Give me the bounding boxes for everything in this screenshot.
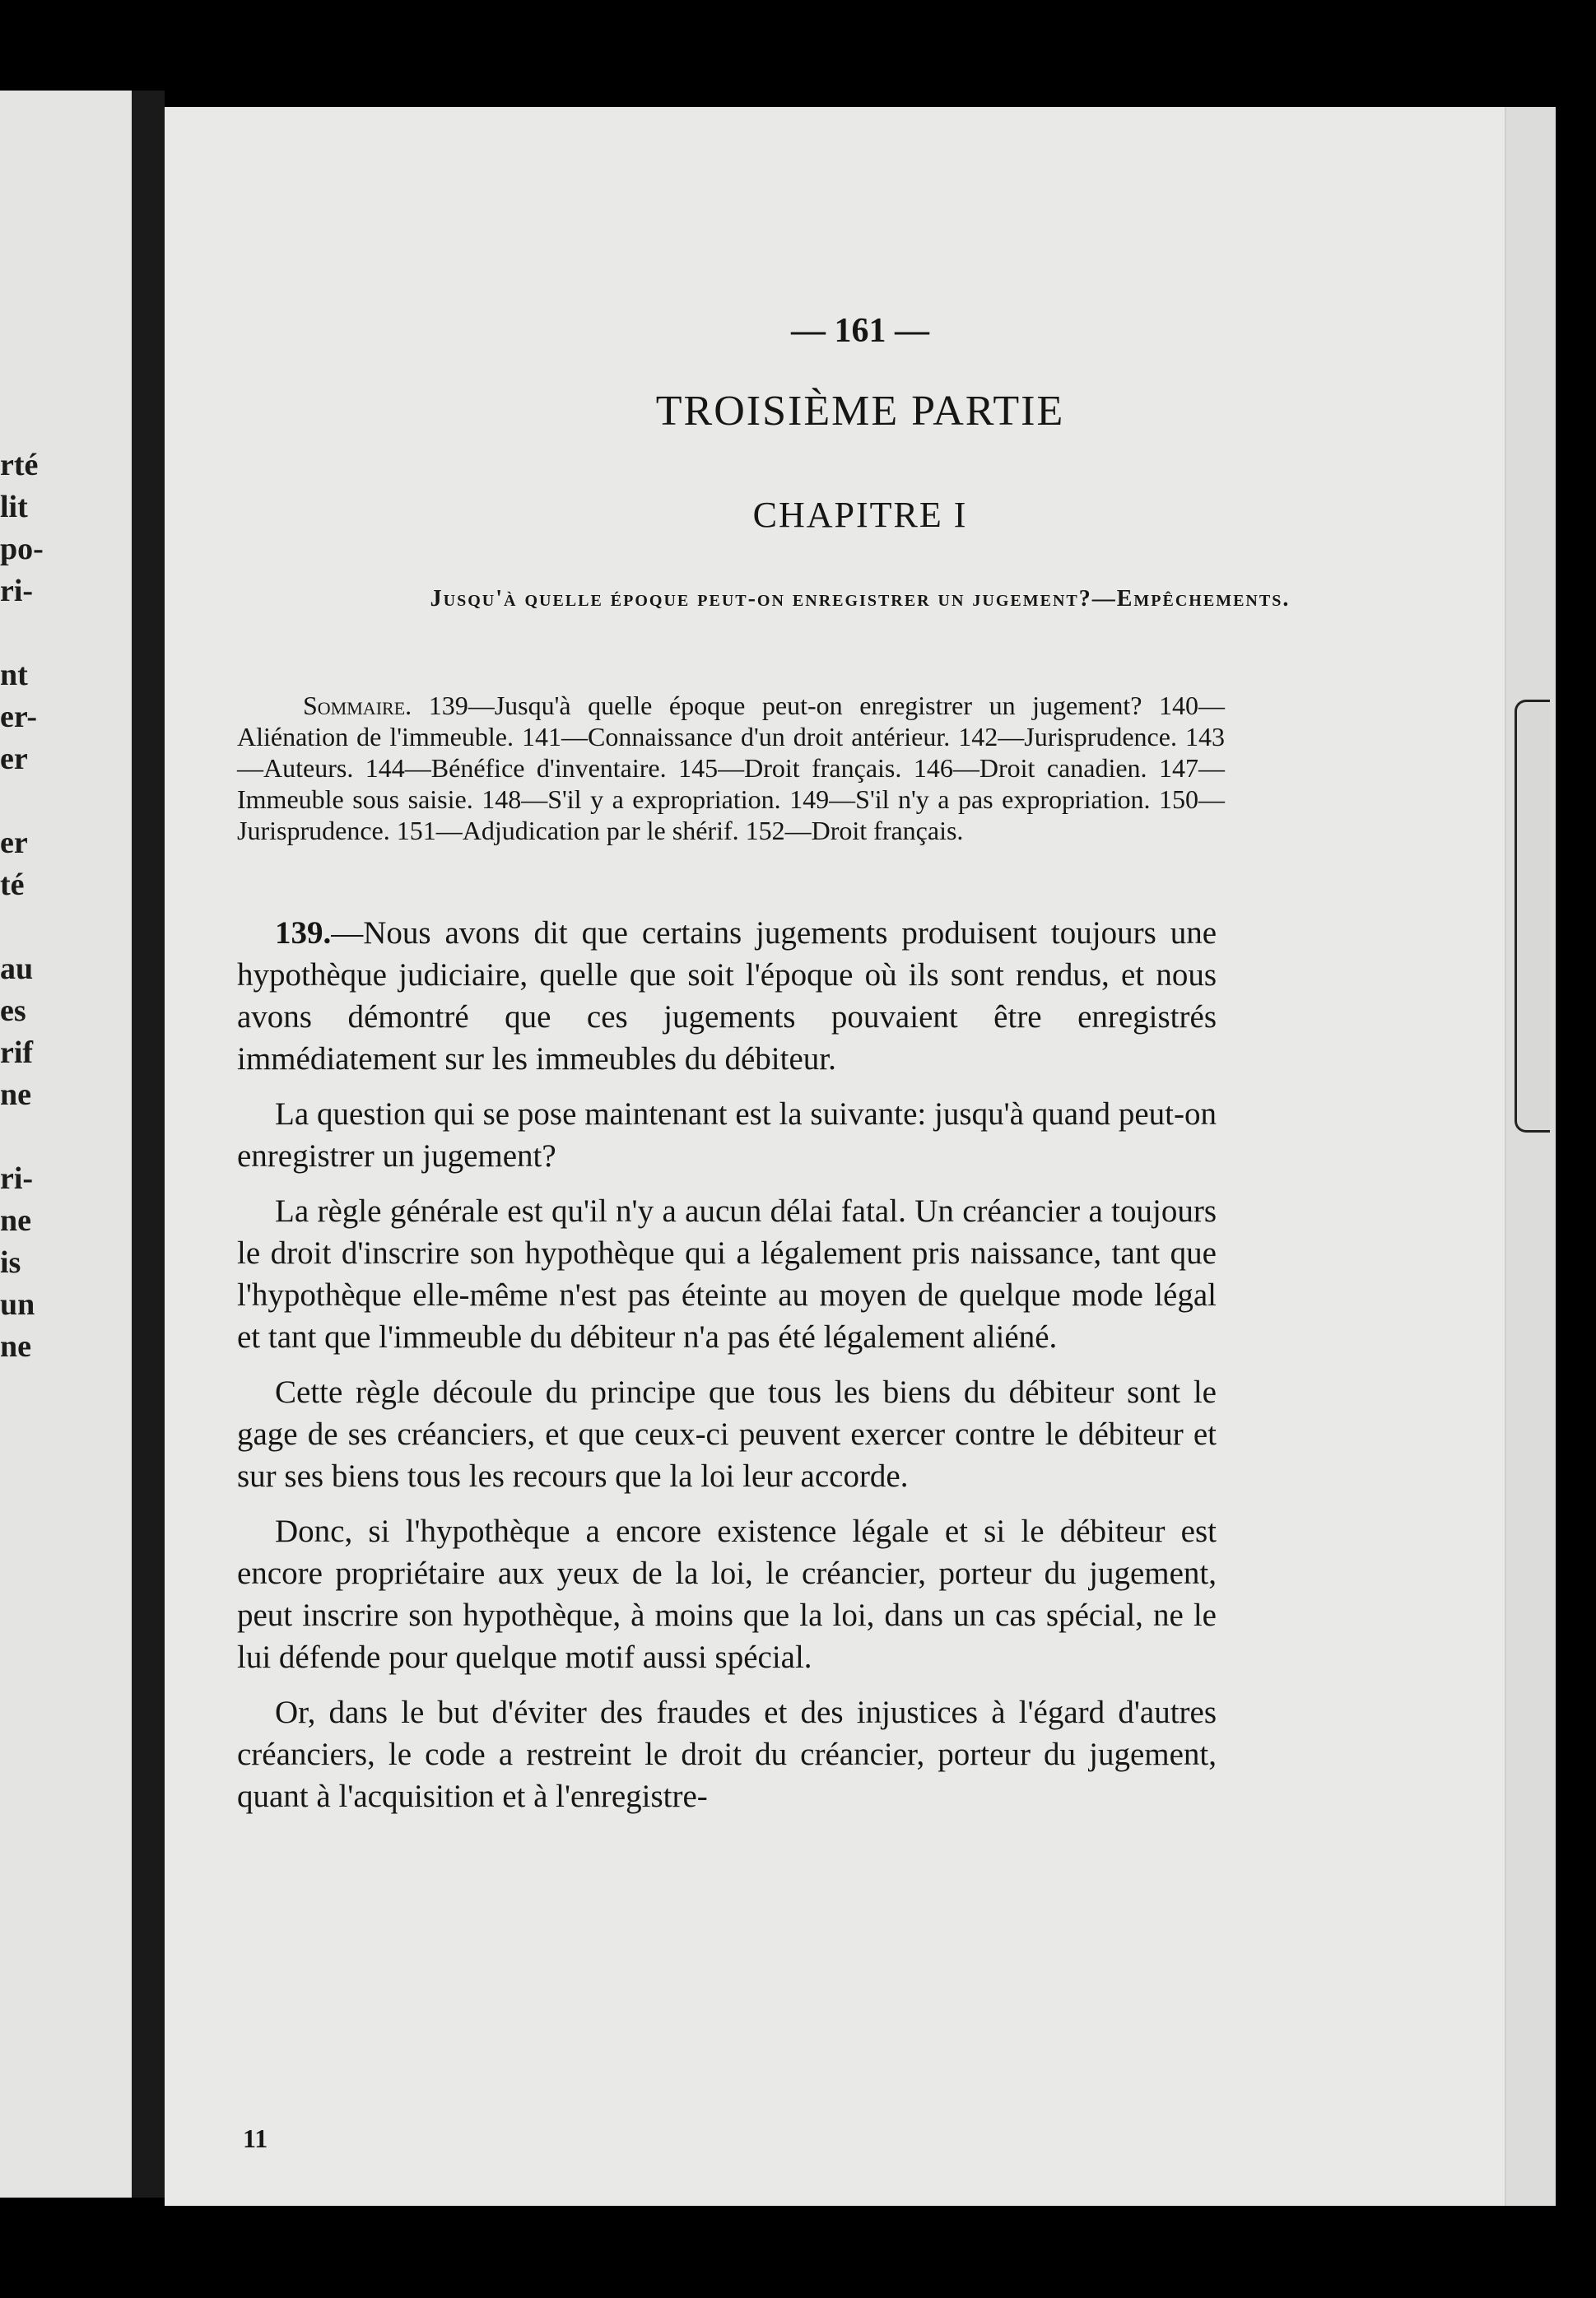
left-fragment: au	[0, 951, 34, 986]
book-gutter	[132, 91, 165, 2198]
chapter-title: CHAPITRE I	[752, 495, 968, 535]
left-fragment: er-	[0, 700, 37, 734]
left-fragment: ne	[0, 1203, 31, 1238]
left-fragment	[0, 780, 41, 822]
left-fragment	[0, 612, 41, 654]
paragraph: Donc, si l'hypothèque a encore existence légale et si le débiteur est encore propriétaire aux yeux de la loi, le créancier, porteur du jugement, peut inscrire son hypothèque, à moins que la loi, dans un cas spécial, ne le lui défende pour quelque motif aussi spécial.	[237, 1514, 1217, 1675]
paragraph: La question qui se pose maintenant est la suivante: jusqu'à quand peut-on enregistrer un jugement?	[237, 1096, 1217, 1174]
left-fragment: po-	[0, 532, 44, 566]
summary-text: 139—Jusqu'à quelle époque peut-on enregistrer un jugement? 140—Aliénation de l'immeuble. 141—Connaissance d'un droit antérieur. 142—Jurisprudence. 143—Auteurs. 144—Bénéfice d'inventaire. 145—Droit français. 146—Droit canadien. 147—Immeuble sous saisie. 148—S'il y a expropriation. 149—S'il n'y a pas expropriation. 150—Jurisprudence. 151—Adjudication par le shérif. 152—Droit français.	[237, 691, 1226, 845]
body-text	[237, 912, 1217, 1830]
chapter-summary	[237, 690, 1225, 846]
left-page-margin	[0, 91, 132, 2198]
left-fragment: té	[0, 868, 25, 902]
left-fragment: ne	[0, 1329, 31, 1364]
paragraph: Cette règle découle du principe que tous les biens du débiteur sont le gage de ses créanciers, et que ceux-ci peuvent exercer contre le débiteur et sur ses biens tous les recours que la loi leur accorde.	[237, 1375, 1217, 1494]
left-fragment: ri-	[0, 574, 34, 608]
left-page-text-fragments	[0, 444, 44, 1368]
left-fragment: er	[0, 742, 28, 776]
book-page	[165, 107, 1556, 2206]
paragraph: La règle générale est qu'il n'y a aucun délai fatal. Un créancier a toujours le droit d'inscrire son hypothèque qui a légalement pris naissance, tant que l'hypothèque elle-même n'est pas éteinte au moyen de quelque mode légal et tant que l'immeuble du débiteur n'a pas été légalement aliéné.	[237, 1193, 1217, 1355]
paragraph	[237, 912, 1217, 1080]
left-fragment: ne	[0, 1077, 31, 1112]
left-fragment	[0, 906, 41, 948]
left-fragment: un	[0, 1287, 35, 1322]
left-fragment: es	[0, 993, 26, 1028]
signature-mark: 11	[243, 2124, 268, 2153]
chapter-subtitle: Jusqu'à quelle époque peut-on enregistrer un jugement?—Empêchements.	[430, 586, 1291, 612]
page-number: — 161 —	[791, 312, 929, 350]
paragraph-text: —Nous avons dit que certains jugements produisent toujours une hypothèque judiciaire, quelle que soit l'époque où ils sont rendus, et nous avons démontré que ces jugements pouvaient être enregistrés immédiatement sur les immeubles du débiteur.	[237, 915, 1217, 1077]
left-fragment	[0, 1116, 41, 1158]
paragraph: Or, dans le but d'éviter des fraudes et des injustices à l'égard d'autres créanciers, le code a restreint le droit du créancier, porteur du jugement, quant à l'acquisition et à l'enregistre-	[237, 1695, 1217, 1814]
left-fragment: er	[0, 826, 28, 860]
left-fragment: rif	[0, 1035, 34, 1070]
library-stamp	[1515, 700, 1550, 1133]
summary-label: Sommaire.	[303, 691, 412, 720]
left-fragment: rté	[0, 448, 39, 482]
left-fragment: lit	[0, 490, 28, 524]
left-fragment: ri-	[0, 1161, 34, 1196]
left-fragment: nt	[0, 658, 28, 692]
part-title: TROISIÈME PARTIE	[655, 388, 1065, 435]
paragraph-number: 139.	[275, 915, 332, 951]
left-fragment: is	[0, 1245, 21, 1280]
